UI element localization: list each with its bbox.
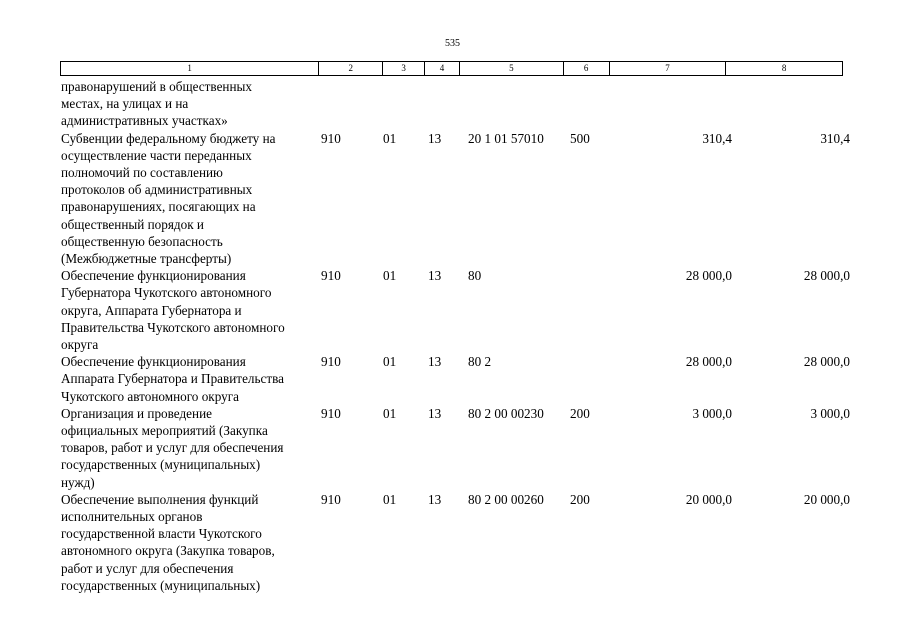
header-col-4: 4 [425,62,460,75]
row-description [60,405,319,491]
col-7-value: 3 000,0 [692,405,732,421]
col-2-value: 910 [321,405,341,421]
col-8-value [732,78,850,130]
description-line: Чукотского автономного округа [61,388,239,404]
description-line: Губернатора Чукотского автономного [61,285,272,301]
description-line: (Межбюджетные трансферты) [61,251,232,267]
col-4-value: 13 [428,268,442,284]
col-5-value: 80 2 00 00230 [468,405,544,421]
row-description [60,78,319,130]
description-line: Аппарата Губернатора и Правительства [61,371,285,387]
header-col-5: 5 [460,62,564,75]
description-line: государственных (муниципальных) [61,577,261,593]
col-5-value: 80 2 [468,354,492,370]
table-row [60,267,850,353]
header-col-2: 2 [319,62,383,75]
table-row [60,78,850,130]
header-col-6: 6 [564,62,610,75]
row-description [60,353,319,405]
col-4-value [428,78,465,130]
table-body [60,78,850,594]
col-6-value: 200 [570,405,590,421]
description-line: исполнительных органов [61,509,203,525]
col-5-value: 80 2 00 00260 [468,491,544,507]
header-col-3: 3 [383,62,425,75]
col-3-value [383,78,428,130]
table-row [60,130,850,268]
col-6-value [568,78,615,130]
header-col-1: 1 [61,62,319,75]
description-line: местах, на улицах и на [61,96,189,112]
col-2-value: 910 [321,491,341,507]
row-description [60,491,319,594]
col-8-value: 28 000,0 [803,268,850,284]
header-col-8: 8 [781,63,787,73]
description-line: осуществление части переданных [61,147,252,163]
col-3-value: 01 [383,491,397,507]
description-line: административных участках» [61,113,228,129]
description-line: Обеспечение функционирования [61,268,246,284]
col-7-value: 28 000,0 [685,354,732,370]
description-line: полномочий по составлению [61,165,223,181]
col-2-value [319,78,383,130]
table-header [60,61,843,76]
description-line: товаров, работ и услуг для обеспечения [61,440,284,456]
col-4-value: 13 [428,354,442,370]
col-6-value: 500 [570,130,590,146]
description-line: Организация и проведение [61,405,212,421]
col-2-value: 910 [321,268,341,284]
col-7-value: 20 000,0 [685,491,732,507]
col-6-value [568,267,615,353]
col-8-value: 20 000,0 [803,491,850,507]
row-description [60,130,319,268]
row-description [60,267,319,353]
col-6-value [568,353,615,405]
col-4-value: 13 [428,405,442,421]
col-2-value: 910 [321,354,341,370]
description-line: правонарушений в общественных [61,79,252,94]
col-8-value: 310,4 [820,130,850,146]
description-line: Субвенции федеральному бюджету на [61,130,276,146]
col-3-value: 01 [383,268,397,284]
col-3-value: 01 [383,405,397,421]
header-col-7: 7 [610,62,727,75]
description-line: официальных мероприятий (Закупка [61,423,268,439]
description-line: округа, Аппарата Губернатора и [61,302,242,318]
description-line: Обеспечение выполнения функций [61,491,259,507]
col-8-value: 3 000,0 [810,405,850,421]
description-line: округа [61,337,99,353]
col-5-value: 80 [468,268,482,284]
col-8-value: 28 000,0 [803,354,850,370]
description-line: Обеспечение функционирования [61,354,246,370]
col-3-value: 01 [383,130,397,146]
table-row [60,353,850,405]
description-line: правонарушениях, посягающих на [61,199,256,215]
col-3-value: 01 [383,354,397,370]
col-7-value: 310,4 [702,130,732,146]
page-number: 535 [445,38,460,49]
description-line: общественную безопасность [61,233,223,249]
col-5-value [465,78,568,130]
description-line: протоколов об административных [61,182,253,198]
description-line: Правительства Чукотского автономного [61,319,285,335]
description-line: общественный порядок и [61,216,204,232]
table-row [60,405,850,491]
col-4-value: 13 [428,130,442,146]
col-7-value [615,78,732,130]
col-4-value: 13 [428,491,442,507]
col-5-value: 20 1 01 57010 [468,130,544,146]
description-line: работ и услуг для обеспечения [61,560,234,576]
col-7-value: 28 000,0 [685,268,732,284]
description-line: государственной власти Чукотского [61,526,262,542]
col-2-value: 910 [321,130,341,146]
table-row [60,491,850,594]
description-line: государственных (муниципальных) [61,457,261,473]
description-line: нужд) [61,474,95,490]
col-6-value: 200 [570,491,590,507]
description-line: автономного округа (Закупка товаров, [61,543,275,559]
